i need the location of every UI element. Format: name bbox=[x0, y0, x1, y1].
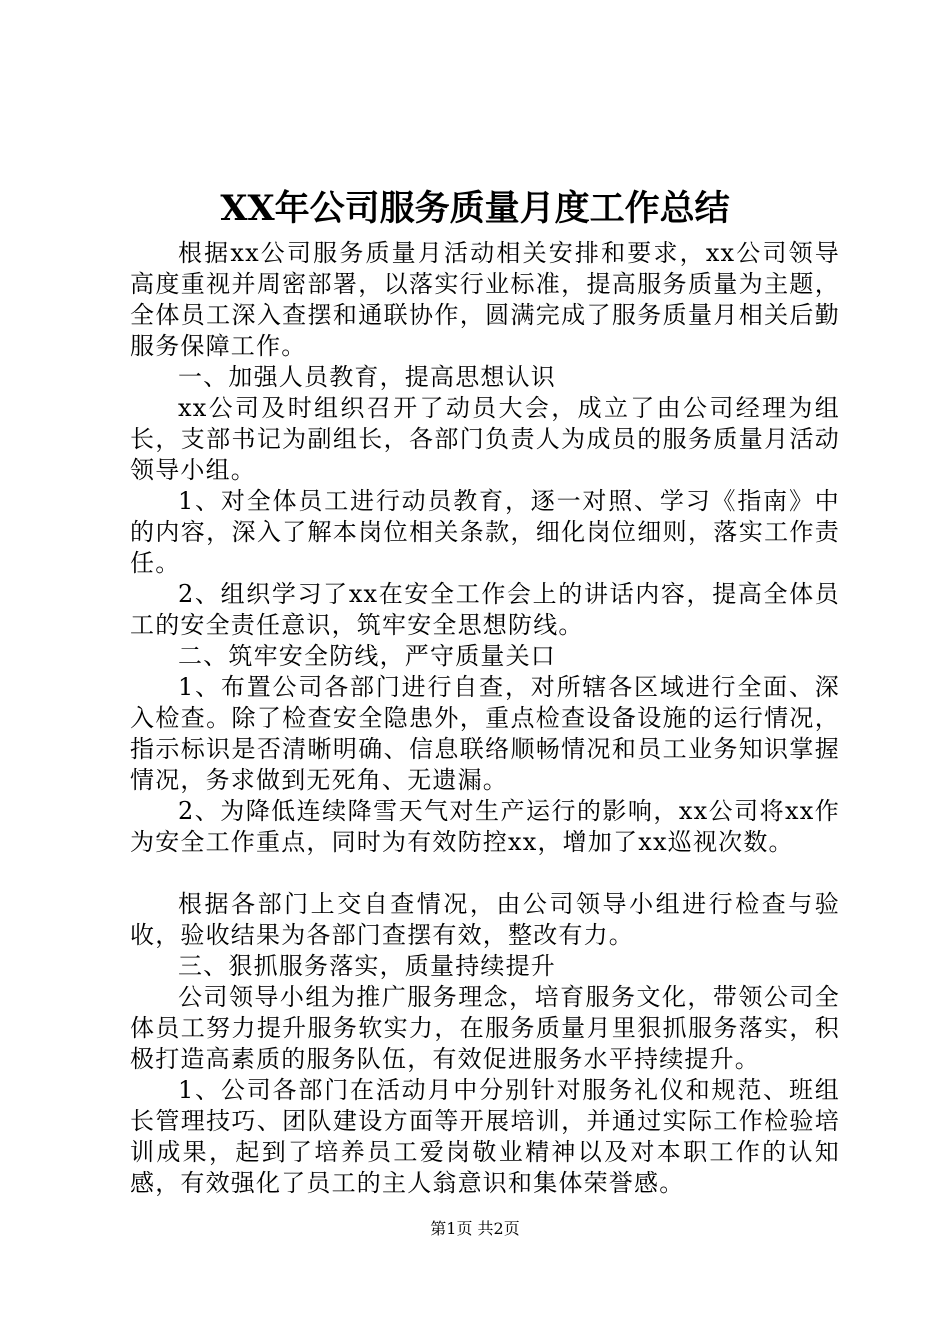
document-body bbox=[130, 238, 840, 1199]
section-heading-3: 三、狠抓服务落实，质量持续提升 bbox=[178, 952, 556, 980]
section-heading-2: 二、筑牢安全防线，严守质量关口 bbox=[178, 642, 556, 670]
paragraph: 根据各部门上交自查情况，由公司领导小组进行检查与验收，验收结果为各部门查摆有效，整改有力。 bbox=[130, 890, 840, 949]
paragraph: xx公司及时组织召开了动员大会，成立了由公司经理为组长，支部书记为副组长，各部门负责人为成员的服务质量月活动领导小组。 bbox=[130, 394, 840, 484]
paragraph: 公司领导小组为推广服务理念，培育服务文化，带领公司全体员工努力提升服务软实力，在服务质量月里狠抓服务落实，积极打造高素质的服务队伍，有效促进服务水平持续提升。 bbox=[130, 983, 840, 1073]
paragraph: 1、对全体员工进行动员教育，逐一对照、学习《指南》中的内容，深入了解本岗位相关条款，细化岗位细则，落实工作责任。 bbox=[130, 487, 840, 577]
paragraph: 1、布置公司各部门进行自查，对所辖各区域进行全面、深入检查。除了检查安全隐患外，重点检查设备设施的运行情况，指示标识是否清晰明确、信息联络顺畅情况和员工业务知识掌握情况，务求做到无死角、无遗漏。 bbox=[130, 673, 840, 794]
section-heading-1: 一、加强人员教育，提高思想认识 bbox=[178, 363, 556, 391]
paragraph-intro: 根据xx公司服务质量月活动相关安排和要求，xx公司领导高度重视并周密部署，以落实行业标准，提高服务质量为主题，全体员工深入查摆和通联协作，圆满完成了服务质量月相关后勤服务保障工作。 bbox=[130, 239, 840, 360]
paragraph: 1、公司各部门在活动月中分别针对服务礼仪和规范、班组长管理技巧、团队建设方面等开展培训，并通过实际工作检验培训成果，起到了培养员工爱岗敬业精神以及对本职工作的认知感，有效强化了员工的主人翁意识和集体荣誉感。 bbox=[130, 1076, 840, 1197]
paragraph: 2、组织学习了xx在安全工作会上的讲话内容，提高全体员工的安全责任意识，筑牢安全思想防线。 bbox=[130, 580, 840, 639]
document-title: XX年公司服务质量月度工作总结 bbox=[220, 188, 730, 229]
page-number-footer: 第1页 共2页 bbox=[430, 1219, 520, 1238]
paragraph: 2、为降低连续降雪天气对生产运行的影响，xx公司将xx作为安全工作重点，同时为有效防控xx，增加了xx巡视次数。 bbox=[130, 797, 840, 856]
